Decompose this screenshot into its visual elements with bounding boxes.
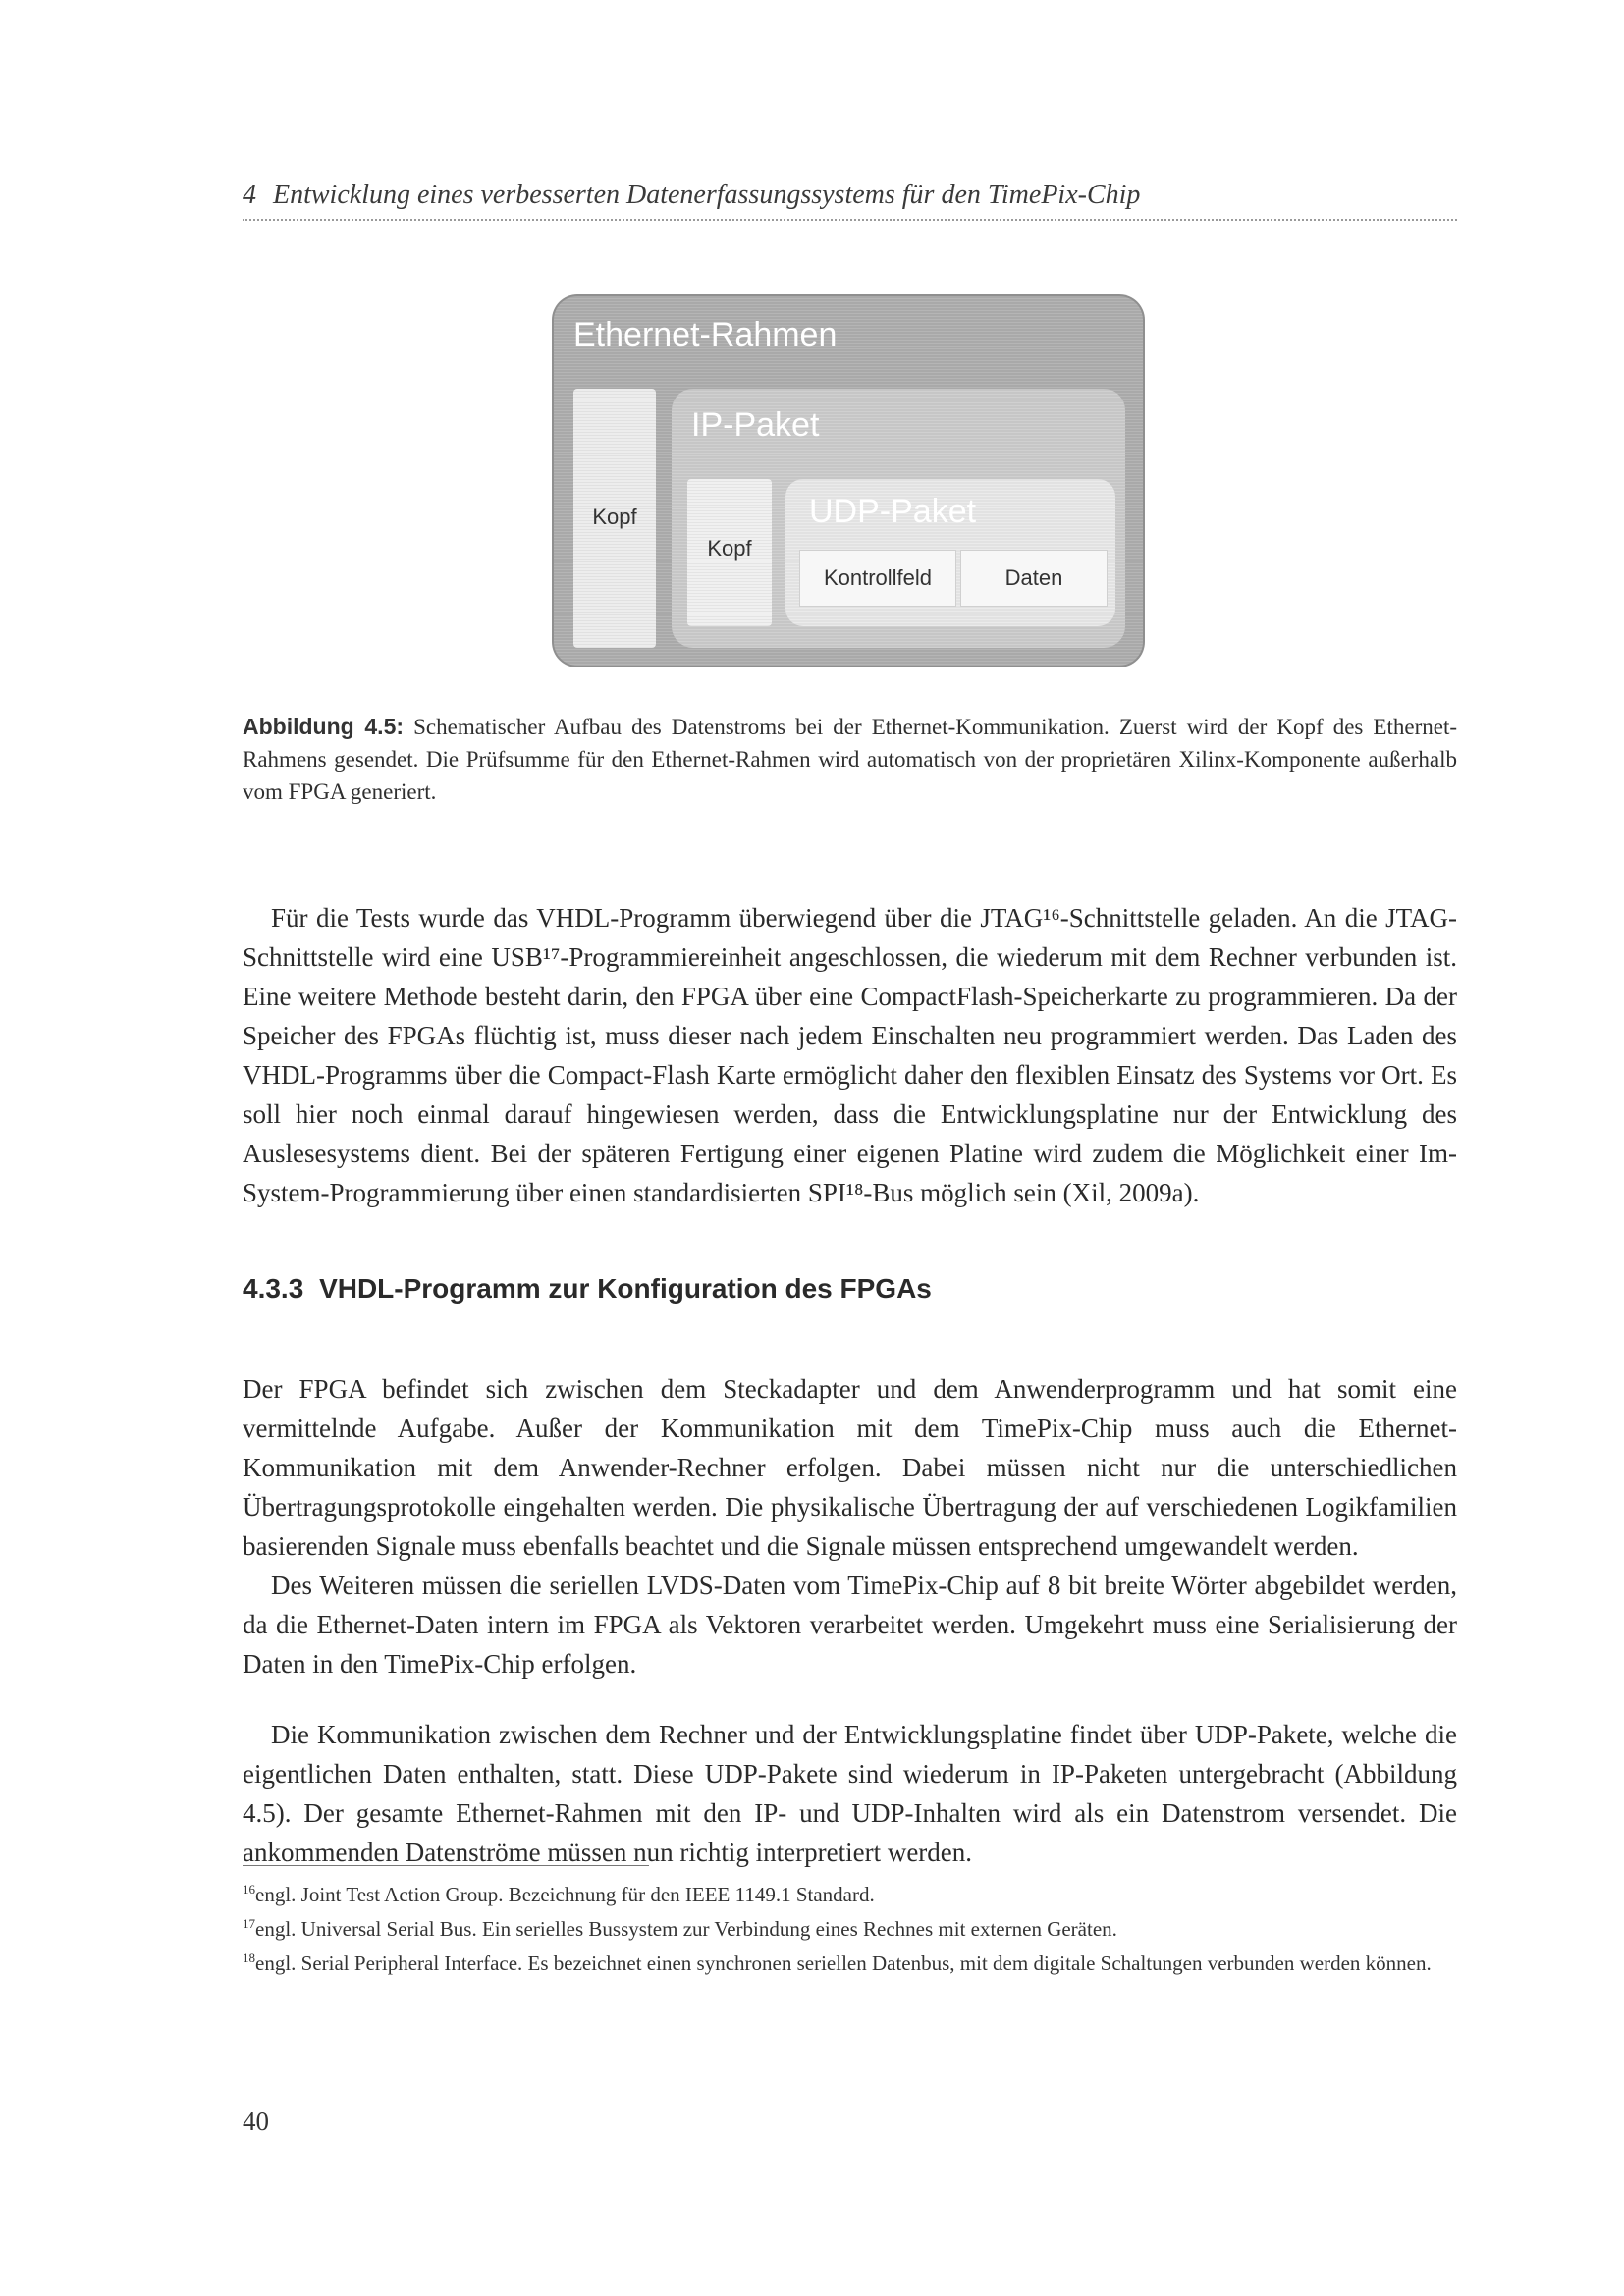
body-paragraph: Für die Tests wurde das VHDL-Programm überwiegend über die JTAG¹⁶-Schnittstelle geladen. An die JTAG-Schnittstelle wird eine USB¹⁷-Programmiereinheit angeschlossen, die wiederum mit dem Rechner verbunden ist. Eine weitere Methode besteht darin, den FPGA über eine CompactFlash-Speicherkarte zu programmieren. Da der Speicher des FPGAs flüchtig ist, muss dieser nach jedem Einschalten neu programmiert werden. Das Laden des VHDL-Programms über die Compact-Flash Karte ermöglicht daher den flexiblen Einsatz des Systems vor Ort. Es soll hier noch einmal darauf hingewiesen werden, dass die Entwicklungsplatine nur der Entwicklung des Auslesesystems dient. Bei der späteren Fertigung einer eigenen Platine wird zudem die Möglichkeit einer Im-System-Programmierung über einen standardisierten SPI¹⁸-Bus möglich sein (Xil, 2009a). (243, 903, 1457, 1207)
footnote-mark: 16 (243, 1882, 255, 1896)
udp-control-field (799, 550, 956, 607)
footnote (243, 1909, 1457, 1944)
ip-packet-block (672, 389, 1125, 648)
footnote-mark: 18 (243, 1950, 255, 1965)
udp-data-label: Daten (1004, 565, 1063, 590)
figure-caption-text: Schematischer Aufbau des Datenstroms bei der Ethernet-Kommunikation. Zuerst wird der Kopf des Ethernet-Rahmens gesendet. Die Prüfsumme für den Ethernet-Rahmen wird automatisch von der proprietären Xilinx-Komponente außerhalb vom FPGA generiert. (243, 715, 1457, 804)
section-heading (243, 1273, 932, 1305)
footnote (243, 1944, 1457, 1978)
udp-packet-title: UDP-Paket (809, 493, 977, 530)
ip-header-label: Kopf (707, 536, 752, 561)
ethernet-header-label: Kopf (592, 505, 637, 529)
body-paragraph: Der FPGA befindet sich zwischen dem Steckadapter und dem Anwenderprogramm und hat somit eine vermittelnde Aufgabe. Außer der Kommunikation mit dem TimePix-Chip muss auch die Ethernet-Kommunikation mit dem Anwender-Rechner erfolgen. Dabei müssen nicht nur die unterschiedlichen Übertragungsprotokolle eingehalten werden. Die physikalische Übertragung der auf verschiedenen Logikfamilien basierenden Signale muss ebenfalls beachtet und die Signale müssen entsprechend umgewandelt werden. (243, 1374, 1457, 1561)
figure-caption (243, 711, 1457, 808)
footnote-text: engl. Serial Peripheral Interface. Es bezeichnet einen synchronen seriellen Datenbus, mit dem digitale Schaltungen verbunden werden können. (255, 1951, 1432, 1975)
running-head (243, 180, 1457, 221)
udp-data-field (960, 550, 1108, 607)
footnotes (243, 1875, 1457, 1978)
footnote (243, 1875, 1457, 1909)
footnote-text: engl. Joint Test Action Group. Bezeichnung für den IEEE 1149.1 Standard. (255, 1883, 875, 1906)
footnote-rule (243, 1865, 649, 1866)
chapter-number: 4 (243, 180, 256, 210)
body-paragraph: Des Weiteren müssen die seriellen LVDS-Daten vom TimePix-Chip auf 8 bit breite Wörter abgebildet werden, da die Ethernet-Daten intern im FPGA als Vektoren verarbeitet werden. Umgekehrt muss eine Serialisierung der Daten in den TimePix-Chip erfolgen. (243, 1571, 1457, 1679)
udp-packet-block (785, 479, 1115, 626)
body-paragraph: Die Kommunikation zwischen dem Rechner und der Entwicklungsplatine findet über UDP-Pakete, welche die eigentlichen Daten enthalten, statt. Diese UDP-Pakete sind wiederum in IP-Paketen untergebracht (Abbildung 4.5). Der gesamte Ethernet-Rahmen mit den IP- und UDP-Inhalten wird als ein Datenstrom versendet. Die ankommenden Datenströme müssen nun richtig interpretiert werden. (243, 1720, 1457, 1867)
ethernet-frame-title: Ethernet-Rahmen (573, 316, 838, 353)
section-number: 4.3.3 (243, 1273, 304, 1304)
page-number: 40 (243, 2107, 269, 2136)
footnote-mark: 17 (243, 1916, 255, 1931)
udp-control-label: Kontrollfeld (823, 565, 933, 590)
ip-header-block (687, 479, 772, 626)
figure-caption-label: Abbildung 4.5: (243, 714, 405, 739)
footnote-text: engl. Universal Serial Bus. Ein serielles Bussystem zur Verbindung eines Rechnes mit externen Geräten. (255, 1917, 1117, 1941)
ethernet-frame-diagram (552, 294, 1145, 667)
ethernet-header-block (573, 389, 656, 648)
ip-packet-title: IP-Paket (691, 406, 820, 444)
section-title: VHDL-Programm zur Konfiguration des FPGAs (319, 1273, 932, 1304)
running-head-title: Entwicklung eines verbesserten Datenerfassungssystems für den TimePix-Chip (273, 180, 1141, 210)
